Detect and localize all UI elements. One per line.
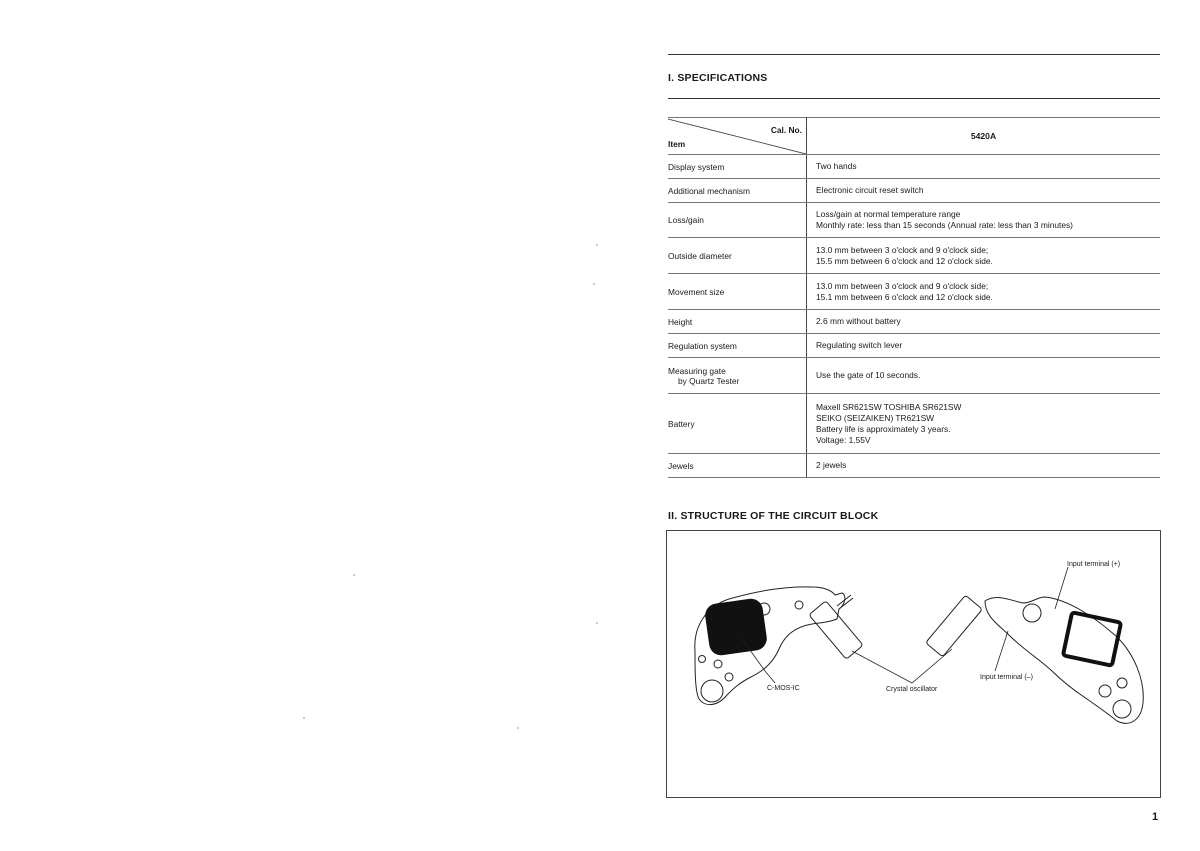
leader-lines (742, 567, 1068, 683)
table-row (668, 238, 1160, 274)
item-value-line: Regulating switch lever (816, 340, 903, 350)
table-row (668, 274, 1160, 310)
label-input-terminal-plus: Input terminal (+) (1067, 561, 1121, 568)
scan-speck (596, 622, 598, 624)
table-row (668, 394, 1160, 454)
item-value-line: Electronic circuit reset switch (816, 185, 924, 195)
item-value-cell (807, 238, 1161, 274)
top-rule (668, 54, 1160, 55)
caliber-number: 5420A (807, 118, 1161, 155)
item-name-cell (668, 334, 807, 358)
right-crystal-oscillator (926, 595, 983, 657)
item-name-cell (668, 358, 807, 394)
left-crystal-oscillator (809, 595, 863, 659)
item-name-cell (668, 454, 807, 478)
page-number: 1 (1152, 811, 1159, 823)
header-corner-cell (668, 118, 807, 155)
item-value-line: 15.5 mm between 6 o'clock and 12 o'clock side. (816, 255, 993, 266)
label-input-terminal-minus: Input terminal (–) (980, 674, 1033, 681)
item-value-cell (807, 334, 1161, 358)
label-cmos-ic: C-MOS-IC (767, 685, 800, 692)
table-row (668, 358, 1160, 394)
table-row (668, 334, 1160, 358)
section-rule (668, 98, 1160, 99)
scan-speck (517, 727, 519, 729)
item-value-cell (807, 358, 1161, 394)
item-label: Item (668, 139, 686, 149)
item-name-cell (668, 155, 807, 179)
item-name: Outside diameter (668, 250, 732, 261)
item-value-line: Voltage: 1.55V (816, 434, 871, 445)
cal-no-label: Cal. No. (770, 125, 802, 135)
item-name-cell (668, 179, 807, 203)
lcd-frame (1063, 612, 1121, 665)
right-page (640, 0, 1200, 851)
item-name-cell (668, 203, 807, 238)
cmos-ic-chip (704, 597, 769, 657)
specifications-table (668, 117, 1160, 478)
item-name-cell (668, 238, 807, 274)
scan-speck (353, 574, 355, 576)
table-row (668, 155, 1160, 179)
table-header-row (668, 118, 1160, 155)
item-value-line: 2.6 mm without battery (816, 316, 901, 326)
scan-speck (596, 244, 598, 246)
table-row (668, 454, 1160, 478)
item-name: by Quartz Tester (678, 375, 740, 386)
item-value-cell (807, 155, 1161, 179)
item-value-cell (807, 274, 1161, 310)
diagonal-divider (668, 118, 806, 154)
item-name-cell (668, 274, 807, 310)
table-row (668, 179, 1160, 203)
item-name: Measuring gate (668, 365, 726, 376)
circuit-block-illustration (667, 531, 1160, 797)
scan-speck (593, 283, 595, 285)
item-value-cell (807, 179, 1161, 203)
item-value-line: Maxell SR621SW TOSHIBA SR621SW (816, 401, 962, 412)
item-value-line: 2 jewels (816, 460, 847, 470)
section-title-specifications: I. SPECIFICATIONS (668, 72, 768, 84)
item-value-line: Two hands (816, 161, 857, 171)
label-crystal-oscillator: Crystal oscillator (886, 686, 938, 693)
item-name: Loss/gain (668, 215, 704, 225)
item-value-cell (807, 394, 1161, 454)
circuit-block-diagram (666, 530, 1161, 798)
item-value-line: Battery life is approximately 3 years. (816, 423, 951, 434)
item-value-line: 13.0 mm between 3 o'clock and 9 o'clock side; (816, 244, 989, 255)
item-name: Battery (668, 418, 695, 429)
item-name: Jewels (668, 460, 694, 471)
item-value-line: Monthly rate: less than 15 seconds (Annual rate: less than 3 minutes) (816, 220, 1073, 230)
item-value-line: 15.1 mm between 6 o'clock and 12 o'clock side. (816, 291, 993, 302)
item-value-line: 13.0 mm between 3 o'clock and 9 o'clock side; (816, 280, 989, 291)
item-value-line: Use the gate of 10 seconds. (816, 370, 921, 380)
item-name: Display system (668, 161, 725, 172)
item-name: Movement size (668, 286, 725, 297)
item-name: Height (668, 316, 693, 327)
section-title-circuit-block: II. STRUCTURE OF THE CIRCUIT BLOCK (668, 510, 879, 522)
item-value-cell (807, 203, 1161, 238)
right-circuit-plate (985, 597, 1143, 723)
item-value-cell (807, 454, 1161, 478)
item-name-cell (668, 310, 807, 334)
table-row (668, 203, 1160, 238)
item-value-line: Loss/gain at normal temperature range (816, 209, 961, 219)
table-row (668, 310, 1160, 334)
item-name: Additional mechanism (668, 185, 750, 196)
item-value-cell (807, 310, 1161, 334)
item-value-line: SEIKO (SEIZAIKEN) TR621SW (816, 412, 935, 423)
item-name: Regulation system (668, 340, 737, 351)
scan-speck (303, 717, 305, 719)
item-name-cell (668, 394, 807, 454)
